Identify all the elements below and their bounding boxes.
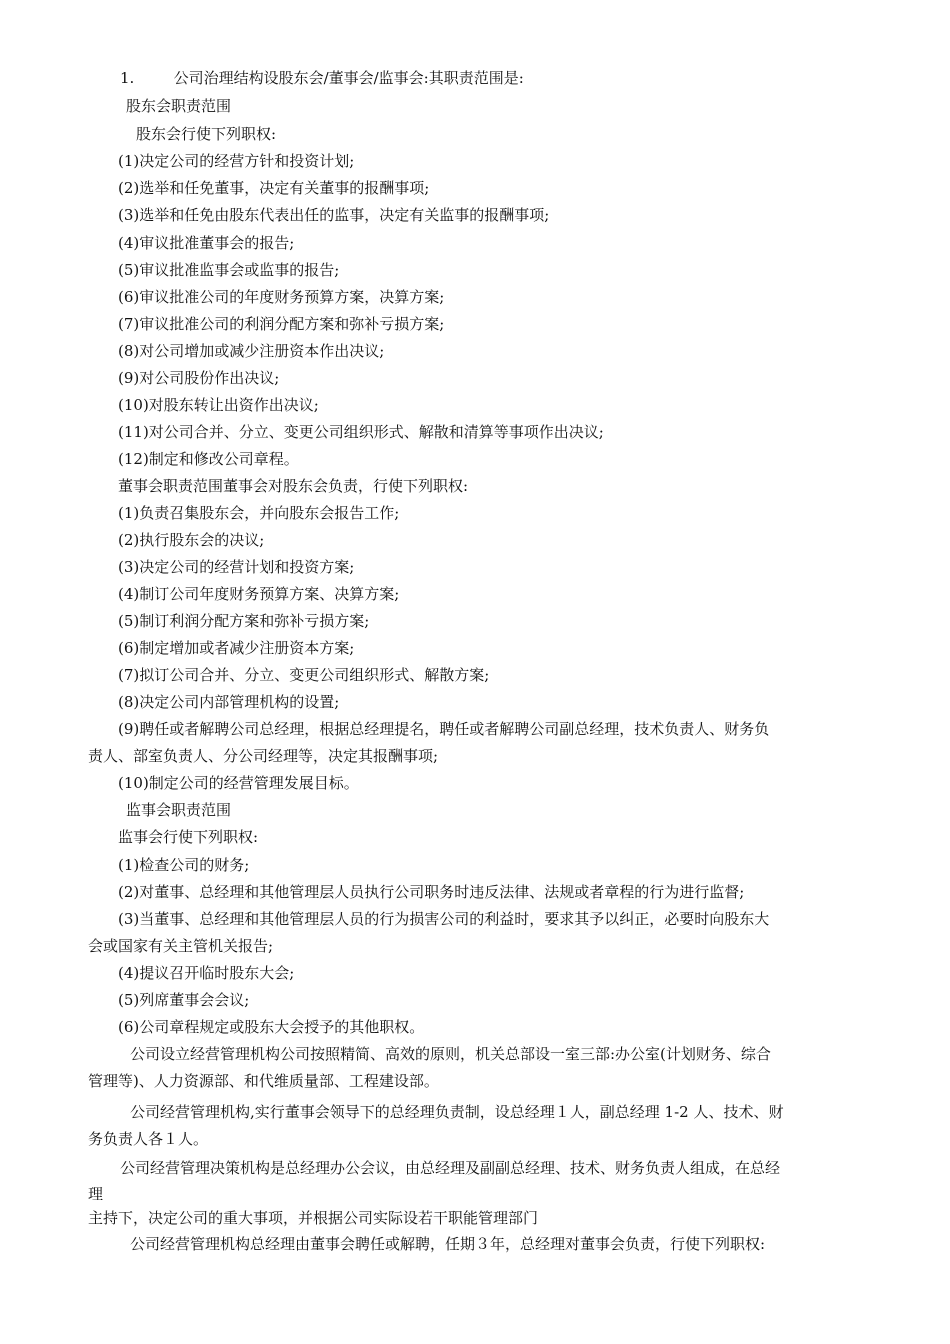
board-item: (3)决定公司的经营计划和投资方案; (118, 558, 355, 576)
board-item-9: (9)聘任或者解聘公司总经理，根据总经理提名，聘任或者解聘公司副总经理，技术负责人、财务负 (118, 720, 770, 738)
shareholders-item: (7)审议批准公司的利润分配方案和弥补亏损方案; (118, 315, 445, 333)
management-paragraph-3-continued: 主持下，决定公司的重大事项，并根据公司实际设若干职能管理部门 (88, 1209, 539, 1227)
supervisors-title: 监事会职责范围 (126, 801, 232, 819)
board-item: (2)执行股东会的决议; (118, 531, 265, 549)
management-paragraph-2-continued: 务负责人各１人。 (88, 1130, 209, 1148)
management-paragraph-2: 公司经营管理机构,实行董事会领导下的总经理负责制，设总经理１人，副总经理 1-2 人、技术、财 (130, 1103, 784, 1121)
management-paragraph-3-continued: 理 (88, 1185, 104, 1203)
board-item: (4)制订公司年度财务预算方案、决算方案; (118, 585, 400, 603)
supervisors-item-3-continued: 会或国家有关主管机关报告; (88, 937, 274, 955)
supervisors-item: (5)列席董事会会议; (118, 991, 250, 1009)
board-item-10: (10)制定公司的经营管理发展目标。 (118, 774, 359, 792)
board-item: (1)负责召集股东会，并向股东会报告工作; (118, 504, 400, 522)
shareholders-item: (8)对公司增加或减少注册资本作出决议; (118, 342, 385, 360)
shareholders-item: (5)审议批准监事会或监事的报告; (118, 261, 340, 279)
section-heading (120, 68, 524, 88)
supervisors-intro: 监事会行使下列职权: (118, 828, 259, 846)
board-item: (5)制订利润分配方案和弥补亏损方案; (118, 612, 370, 630)
board-intro: 董事会职责范围董事会对股东会负责，行使下列职权: (118, 477, 469, 495)
heading-number: 1. (120, 69, 135, 87)
shareholders-item: (6)审议批准公司的年度财务预算方案，决算方案; (118, 288, 445, 306)
shareholders-item: (12)制定和修改公司章程。 (118, 450, 299, 468)
heading-text: 公司治理结构设股东会/董事会/监事会:其职责范围是: (173, 69, 524, 87)
board-item: (6)制定增加或者减少注册资本方案; (118, 639, 355, 657)
management-paragraph-3: 公司经营管理决策机构是总经理办公会议，由总经理及副副总经理、技术、财务负责人组成，在总经 (120, 1159, 781, 1177)
management-paragraph-1: 公司设立经营管理机构公司按照精简、高效的原则，机关总部设一室三部:办公室(计划财务、综合 (130, 1045, 771, 1063)
shareholders-item: (11)对公司合并、分立、变更公司组织形式、解散和清算等事项作出决议; (118, 423, 604, 441)
shareholders-item: (10)对股东转让出资作出决议; (118, 396, 319, 414)
board-item: (7)拟订公司合并、分立、变更公司组织形式、解散方案; (118, 666, 490, 684)
shareholders-title: 股东会职责范围 (126, 97, 232, 115)
shareholders-item: (1)决定公司的经营方针和投资计划; (118, 152, 355, 170)
supervisors-item: (6)公司章程规定或股东大会授予的其他职权。 (118, 1018, 425, 1036)
shareholders-item: (9)对公司股份作出决议; (118, 369, 280, 387)
board-item-9-continued: 责人、部室负责人、分公司经理等，决定其报酬事项; (88, 747, 439, 765)
supervisors-item: (2)对董事、总经理和其他管理层人员执行公司职务时违反法律、法规或者章程的行为进行监督; (118, 883, 745, 901)
shareholders-item: (3)选举和任免由股东代表出任的监事，决定有关监事的报酬事项; (118, 206, 550, 224)
board-item: (8)决定公司内部管理机构的设置; (118, 693, 340, 711)
supervisors-item: (1)检查公司的财务; (118, 856, 250, 874)
shareholders-item: (2)选举和任免董事，决定有关董事的报酬事项; (118, 179, 430, 197)
shareholders-item: (4)审议批准董事会的报告; (118, 234, 295, 252)
shareholders-intro: 股东会行使下列职权: (136, 125, 277, 143)
management-paragraph-1-continued: 管理等)、人力资源部、和代维质量部、工程建设部。 (88, 1072, 439, 1090)
management-paragraph-4: 公司经营管理机构总经理由董事会聘任或解聘，任期３年，总经理对董事会负责，行使下列职权: (130, 1235, 766, 1253)
supervisors-item: (4)提议召开临时股东大会; (118, 964, 295, 982)
supervisors-item-3: (3)当董事、总经理和其他管理层人员的行为损害公司的利益时，要求其予以纠正，必要时向股东大 (118, 910, 770, 928)
